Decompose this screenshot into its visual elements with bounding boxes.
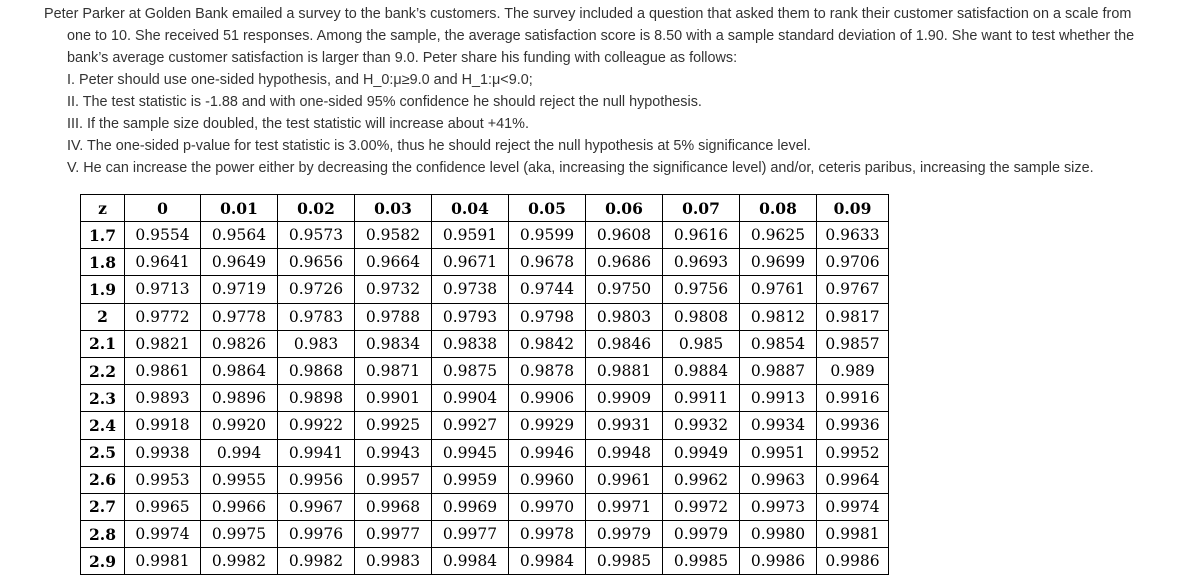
z-value-cell: 2.1 (81, 330, 125, 357)
probability-cell: 0.9945 (432, 439, 509, 466)
probability-cell: 0.9974 (125, 521, 201, 548)
probability-cell: 0.9812 (740, 303, 817, 330)
probability-cell: 0.9952 (817, 439, 889, 466)
table-row (81, 303, 889, 330)
probability-cell: 0.9608 (586, 222, 663, 249)
question-intro-line-2: one to 10. She received 51 responses. Among the sample, the average satisfaction score is 8.50 with a sample standard deviation of 1.90. She want to test whether the (67, 28, 1135, 44)
probability-cell: 0.9936 (817, 412, 889, 439)
statement-5: V. He can increase the power either by decreasing the confidence level (aka, increasing the significance level) and/or, ceteris paribus, increasing the sample size. (67, 160, 1094, 176)
probability-cell: 0.9783 (278, 303, 355, 330)
probability-cell: 0.9798 (509, 303, 586, 330)
probability-cell: 0.9968 (355, 493, 432, 520)
probability-cell: 0.9962 (663, 466, 740, 493)
probability-cell: 0.9793 (432, 303, 509, 330)
probability-cell: 0.9959 (432, 466, 509, 493)
z-table-header-row (81, 195, 889, 222)
table-row (81, 249, 889, 276)
probability-cell: 0.9953 (125, 466, 201, 493)
z-table-header: 0 (125, 195, 201, 222)
probability-cell: 0.989 (817, 357, 889, 384)
z-table-body (81, 222, 889, 575)
probability-cell: 0.9941 (278, 439, 355, 466)
probability-cell: 0.9955 (201, 466, 278, 493)
probability-cell: 0.9957 (355, 466, 432, 493)
probability-cell: 0.9821 (125, 330, 201, 357)
z-value-cell: 2.9 (81, 548, 125, 575)
table-row (81, 466, 889, 493)
probability-cell: 0.9896 (201, 385, 278, 412)
z-table-header: 0.07 (663, 195, 740, 222)
probability-cell: 0.9868 (278, 357, 355, 384)
probability-cell: 0.9761 (740, 276, 817, 303)
probability-cell: 0.9946 (509, 439, 586, 466)
probability-cell: 0.9898 (278, 385, 355, 412)
probability-cell: 0.9671 (432, 249, 509, 276)
z-table-header: 0.05 (509, 195, 586, 222)
probability-cell: 0.9911 (663, 385, 740, 412)
probability-cell: 0.9846 (586, 330, 663, 357)
z-value-cell: 2.8 (81, 521, 125, 548)
probability-cell: 0.9925 (355, 412, 432, 439)
probability-cell: 0.9641 (125, 249, 201, 276)
table-row (81, 412, 889, 439)
probability-cell: 0.9960 (509, 466, 586, 493)
probability-cell: 0.9582 (355, 222, 432, 249)
question-intro-line-3: bank’s average customer satisfaction is larger than 9.0. Peter share his funding with colleague as follows: (67, 50, 738, 66)
probability-cell: 0.9931 (586, 412, 663, 439)
probability-cell: 0.9975 (201, 521, 278, 548)
z-table-header: 0.03 (355, 195, 432, 222)
probability-cell: 0.9564 (201, 222, 278, 249)
z-value-cell: 1.9 (81, 276, 125, 303)
probability-cell: 0.9693 (663, 249, 740, 276)
probability-cell: 0.9625 (740, 222, 817, 249)
probability-cell: 0.9929 (509, 412, 586, 439)
probability-cell: 0.9834 (355, 330, 432, 357)
probability-cell: 0.9978 (509, 521, 586, 548)
statement-4: IV. The one-sided p-value for test statistic is 3.00%, thus he should reject the null hypothesis at 5% significance level. (67, 138, 811, 154)
probability-cell: 0.9918 (125, 412, 201, 439)
probability-cell: 0.9778 (201, 303, 278, 330)
question-text (44, 3, 1164, 179)
probability-cell: 0.9817 (817, 303, 889, 330)
probability-cell: 0.9965 (125, 493, 201, 520)
probability-cell: 0.9948 (586, 439, 663, 466)
probability-cell: 0.9616 (663, 222, 740, 249)
probability-cell: 0.9974 (817, 493, 889, 520)
probability-cell: 0.9906 (509, 385, 586, 412)
probability-cell: 0.9744 (509, 276, 586, 303)
probability-cell: 0.9678 (509, 249, 586, 276)
probability-cell: 0.9909 (586, 385, 663, 412)
probability-cell: 0.9922 (278, 412, 355, 439)
z-table-header: 0.08 (740, 195, 817, 222)
probability-cell: 0.9699 (740, 249, 817, 276)
z-value-cell: 2 (81, 303, 125, 330)
z-table-header: 0.04 (432, 195, 509, 222)
z-value-cell: 2.3 (81, 385, 125, 412)
probability-cell: 0.9972 (663, 493, 740, 520)
probability-cell: 0.9920 (201, 412, 278, 439)
z-value-cell: 1.7 (81, 222, 125, 249)
z-value-cell: 2.2 (81, 357, 125, 384)
probability-cell: 0.9986 (740, 548, 817, 575)
probability-cell: 0.9961 (586, 466, 663, 493)
z-table-header: z (81, 195, 125, 222)
question-intro-line-1: Peter Parker at Golden Bank emailed a survey to the bank’s customers. The survey included a question that asked them to rank their customer satisfaction on a scale from (44, 6, 1132, 22)
z-value-cell: 2.6 (81, 466, 125, 493)
probability-cell: 0.9893 (125, 385, 201, 412)
probability-cell: 0.9713 (125, 276, 201, 303)
probability-cell: 0.9881 (586, 357, 663, 384)
probability-cell: 0.9943 (355, 439, 432, 466)
table-row (81, 385, 889, 412)
probability-cell: 0.9956 (278, 466, 355, 493)
table-row (81, 330, 889, 357)
probability-cell: 0.9767 (817, 276, 889, 303)
probability-cell: 0.9985 (586, 548, 663, 575)
probability-cell: 0.9686 (586, 249, 663, 276)
probability-cell: 0.9986 (817, 548, 889, 575)
table-row (81, 357, 889, 384)
probability-cell: 0.9979 (586, 521, 663, 548)
probability-cell: 0.9656 (278, 249, 355, 276)
probability-cell: 0.9984 (509, 548, 586, 575)
statement-3: III. If the sample size doubled, the test statistic will increase about +41%. (67, 116, 529, 132)
probability-cell: 0.9966 (201, 493, 278, 520)
probability-cell: 0.985 (663, 330, 740, 357)
probability-cell: 0.9554 (125, 222, 201, 249)
probability-cell: 0.9981 (817, 521, 889, 548)
probability-cell: 0.9977 (432, 521, 509, 548)
probability-cell: 0.9985 (663, 548, 740, 575)
probability-cell: 0.9878 (509, 357, 586, 384)
probability-cell: 0.9664 (355, 249, 432, 276)
probability-cell: 0.9854 (740, 330, 817, 357)
probability-cell: 0.9803 (586, 303, 663, 330)
probability-cell: 0.9887 (740, 357, 817, 384)
probability-cell: 0.9904 (432, 385, 509, 412)
probability-cell: 0.9963 (740, 466, 817, 493)
probability-cell: 0.9971 (586, 493, 663, 520)
probability-cell: 0.9884 (663, 357, 740, 384)
probability-cell: 0.9838 (432, 330, 509, 357)
probability-cell: 0.9976 (278, 521, 355, 548)
probability-cell: 0.9871 (355, 357, 432, 384)
probability-cell: 0.9982 (278, 548, 355, 575)
probability-cell: 0.9973 (740, 493, 817, 520)
probability-cell: 0.9732 (355, 276, 432, 303)
probability-cell: 0.9980 (740, 521, 817, 548)
probability-cell: 0.9901 (355, 385, 432, 412)
probability-cell: 0.9932 (663, 412, 740, 439)
z-value-cell: 2.5 (81, 439, 125, 466)
probability-cell: 0.994 (201, 439, 278, 466)
z-table-header: 0.09 (817, 195, 889, 222)
table-row (81, 548, 889, 575)
probability-cell: 0.9967 (278, 493, 355, 520)
z-value-cell: 2.7 (81, 493, 125, 520)
table-row (81, 222, 889, 249)
probability-cell: 0.9927 (432, 412, 509, 439)
probability-cell: 0.9719 (201, 276, 278, 303)
probability-cell: 0.9938 (125, 439, 201, 466)
probability-cell: 0.9808 (663, 303, 740, 330)
probability-cell: 0.9788 (355, 303, 432, 330)
table-row (81, 439, 889, 466)
probability-cell: 0.9706 (817, 249, 889, 276)
z-table-header: 0.01 (201, 195, 278, 222)
probability-cell: 0.9964 (817, 466, 889, 493)
probability-cell: 0.9826 (201, 330, 278, 357)
z-table-header: 0.02 (278, 195, 355, 222)
probability-cell: 0.9861 (125, 357, 201, 384)
z-table (80, 194, 889, 575)
probability-cell: 0.9916 (817, 385, 889, 412)
probability-cell: 0.9857 (817, 330, 889, 357)
probability-cell: 0.9573 (278, 222, 355, 249)
probability-cell: 0.9875 (432, 357, 509, 384)
probability-cell: 0.9738 (432, 276, 509, 303)
probability-cell: 0.9913 (740, 385, 817, 412)
table-row (81, 521, 889, 548)
probability-cell: 0.9951 (740, 439, 817, 466)
probability-cell: 0.9772 (125, 303, 201, 330)
z-value-cell: 2.4 (81, 412, 125, 439)
probability-cell: 0.9599 (509, 222, 586, 249)
probability-cell: 0.9969 (432, 493, 509, 520)
probability-cell: 0.9649 (201, 249, 278, 276)
probability-cell: 0.9949 (663, 439, 740, 466)
statement-1: I. Peter should use one-sided hypothesis, and H_0:μ≥9.0 and H_1:μ<9.0; (67, 72, 533, 88)
probability-cell: 0.9591 (432, 222, 509, 249)
probability-cell: 0.9756 (663, 276, 740, 303)
probability-cell: 0.9750 (586, 276, 663, 303)
probability-cell: 0.9633 (817, 222, 889, 249)
probability-cell: 0.9864 (201, 357, 278, 384)
probability-cell: 0.9984 (432, 548, 509, 575)
probability-cell: 0.9726 (278, 276, 355, 303)
probability-cell: 0.9981 (125, 548, 201, 575)
probability-cell: 0.9983 (355, 548, 432, 575)
probability-cell: 0.9934 (740, 412, 817, 439)
z-table-header: 0.06 (586, 195, 663, 222)
probability-cell: 0.9977 (355, 521, 432, 548)
table-row (81, 493, 889, 520)
z-value-cell: 1.8 (81, 249, 125, 276)
probability-cell: 0.9970 (509, 493, 586, 520)
probability-cell: 0.9842 (509, 330, 586, 357)
probability-cell: 0.9979 (663, 521, 740, 548)
statement-2: II. The test statistic is -1.88 and with one-sided 95% confidence he should reject the null hypothesis. (67, 94, 702, 110)
table-row (81, 276, 889, 303)
probability-cell: 0.9982 (201, 548, 278, 575)
probability-cell: 0.983 (278, 330, 355, 357)
